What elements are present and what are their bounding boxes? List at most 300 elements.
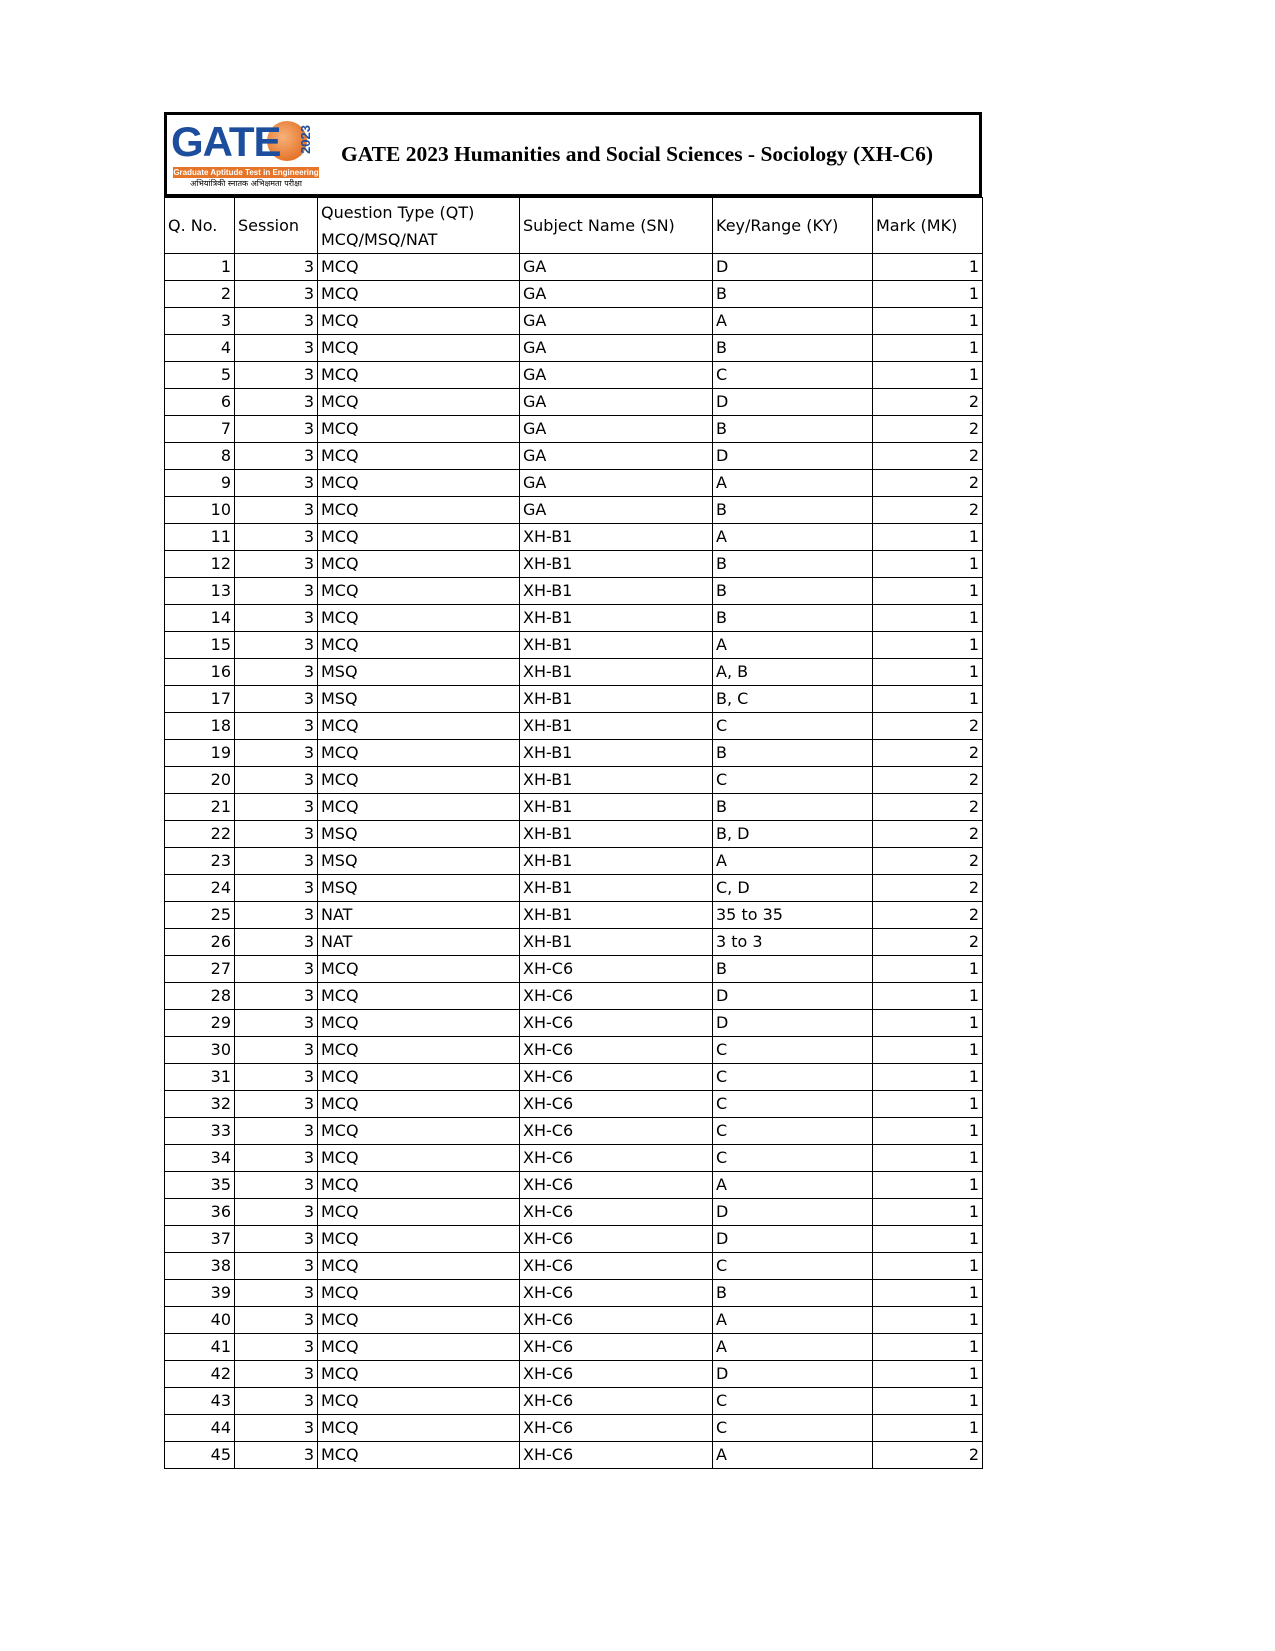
cell-mark: 2 <box>873 821 983 848</box>
cell-qno: 4 <box>165 335 235 362</box>
cell-qno: 44 <box>165 1415 235 1442</box>
cell-qno: 38 <box>165 1253 235 1280</box>
cell-question-type: MCQ <box>318 470 520 497</box>
table-row <box>165 1415 983 1442</box>
table-row <box>165 740 983 767</box>
cell-subject: XH-B1 <box>520 929 713 956</box>
cell-key: A <box>713 1334 873 1361</box>
cell-mark: 1 <box>873 254 983 281</box>
cell-question-type: MSQ <box>318 848 520 875</box>
table-row <box>165 254 983 281</box>
cell-question-type: MSQ <box>318 821 520 848</box>
cell-session: 3 <box>235 470 318 497</box>
cell-mark: 1 <box>873 1010 983 1037</box>
logo-hindi-tagline: अभियांत्रिकी स्नातक अभिक्षमता परीक्षा <box>190 179 302 188</box>
cell-mark: 1 <box>873 1091 983 1118</box>
cell-qno: 6 <box>165 389 235 416</box>
cell-key: A <box>713 848 873 875</box>
cell-qno: 43 <box>165 1388 235 1415</box>
cell-session: 3 <box>235 848 318 875</box>
cell-session: 3 <box>235 1280 318 1307</box>
cell-mark: 2 <box>873 902 983 929</box>
gate-logo <box>171 115 321 194</box>
cell-question-type: MCQ <box>318 254 520 281</box>
cell-mark: 1 <box>873 308 983 335</box>
cell-key: C <box>713 1253 873 1280</box>
cell-question-type: MCQ <box>318 983 520 1010</box>
cell-question-type: MCQ <box>318 497 520 524</box>
cell-question-type: MCQ <box>318 1145 520 1172</box>
table-row <box>165 1388 983 1415</box>
table-row <box>165 416 983 443</box>
table-row <box>165 389 983 416</box>
page-title: GATE 2023 Humanities and Social Sciences - Sociology (XH-C6) <box>341 142 934 166</box>
table-row <box>165 1361 983 1388</box>
cell-question-type: MCQ <box>318 1388 520 1415</box>
cell-qno: 10 <box>165 497 235 524</box>
table-row <box>165 686 983 713</box>
table-row <box>165 767 983 794</box>
cell-mark: 1 <box>873 335 983 362</box>
cell-subject: XH-B1 <box>520 740 713 767</box>
cell-subject: GA <box>520 281 713 308</box>
table-row <box>165 794 983 821</box>
cell-session: 3 <box>235 767 318 794</box>
cell-mark: 2 <box>873 875 983 902</box>
cell-key: A <box>713 1442 873 1469</box>
logo-word: GATE <box>171 118 281 165</box>
cell-question-type: MCQ <box>318 1226 520 1253</box>
cell-key: A <box>713 632 873 659</box>
cell-session: 3 <box>235 551 318 578</box>
cell-session: 3 <box>235 1442 318 1469</box>
cell-key: A <box>713 470 873 497</box>
table-row <box>165 713 983 740</box>
cell-session: 3 <box>235 1037 318 1064</box>
table-row <box>165 956 983 983</box>
cell-subject: XH-C6 <box>520 1226 713 1253</box>
cell-qno: 39 <box>165 1280 235 1307</box>
table-row <box>165 902 983 929</box>
cell-mark: 1 <box>873 1307 983 1334</box>
table-row <box>165 1226 983 1253</box>
cell-qno: 20 <box>165 767 235 794</box>
cell-subject: XH-B1 <box>520 767 713 794</box>
cell-session: 3 <box>235 578 318 605</box>
cell-session: 3 <box>235 1253 318 1280</box>
cell-subject: XH-C6 <box>520 1253 713 1280</box>
table-row <box>165 1172 983 1199</box>
cell-question-type: MCQ <box>318 1010 520 1037</box>
cell-session: 3 <box>235 956 318 983</box>
cell-question-type: MCQ <box>318 1253 520 1280</box>
cell-mark: 1 <box>873 1388 983 1415</box>
answer-key-table <box>164 197 983 1469</box>
cell-session: 3 <box>235 308 318 335</box>
cell-key: A <box>713 1307 873 1334</box>
cell-mark: 1 <box>873 983 983 1010</box>
cell-mark: 1 <box>873 578 983 605</box>
cell-subject: XH-C6 <box>520 1415 713 1442</box>
cell-subject: XH-B1 <box>520 794 713 821</box>
table-row <box>165 1334 983 1361</box>
cell-qno: 9 <box>165 470 235 497</box>
cell-session: 3 <box>235 335 318 362</box>
cell-question-type: MCQ <box>318 1199 520 1226</box>
cell-question-type: MCQ <box>318 740 520 767</box>
cell-mark: 2 <box>873 497 983 524</box>
cell-mark: 1 <box>873 686 983 713</box>
cell-qno: 1 <box>165 254 235 281</box>
table-row <box>165 1118 983 1145</box>
cell-session: 3 <box>235 605 318 632</box>
cell-key: C <box>713 362 873 389</box>
cell-session: 3 <box>235 497 318 524</box>
cell-session: 3 <box>235 821 318 848</box>
cell-key: C <box>713 1415 873 1442</box>
cell-question-type: MCQ <box>318 335 520 362</box>
cell-qno: 5 <box>165 362 235 389</box>
cell-qno: 40 <box>165 1307 235 1334</box>
table-row <box>165 497 983 524</box>
column-header-key: Key/Range (KY) <box>713 198 873 254</box>
cell-subject: XH-C6 <box>520 1442 713 1469</box>
cell-session: 3 <box>235 983 318 1010</box>
cell-qno: 33 <box>165 1118 235 1145</box>
cell-question-type: MCQ <box>318 794 520 821</box>
cell-session: 3 <box>235 362 318 389</box>
cell-question-type: MCQ <box>318 281 520 308</box>
cell-question-type: MCQ <box>318 1334 520 1361</box>
cell-key: C <box>713 1064 873 1091</box>
cell-mark: 2 <box>873 416 983 443</box>
cell-question-type: MCQ <box>318 1415 520 1442</box>
table-row <box>165 470 983 497</box>
cell-mark: 1 <box>873 632 983 659</box>
cell-qno: 27 <box>165 956 235 983</box>
table-row <box>165 443 983 470</box>
cell-mark: 2 <box>873 767 983 794</box>
cell-qno: 16 <box>165 659 235 686</box>
cell-subject: XH-C6 <box>520 1064 713 1091</box>
cell-key: A <box>713 308 873 335</box>
table-row <box>165 1280 983 1307</box>
cell-key: D <box>713 1226 873 1253</box>
cell-qno: 13 <box>165 578 235 605</box>
cell-key: D <box>713 389 873 416</box>
cell-session: 3 <box>235 1334 318 1361</box>
logo-year: 2023 <box>298 125 313 154</box>
cell-session: 3 <box>235 686 318 713</box>
cell-question-type: MCQ <box>318 308 520 335</box>
cell-key: B <box>713 605 873 632</box>
table-row <box>165 1010 983 1037</box>
cell-question-type: MCQ <box>318 443 520 470</box>
cell-question-type: MCQ <box>318 1118 520 1145</box>
cell-session: 3 <box>235 740 318 767</box>
cell-subject: GA <box>520 335 713 362</box>
cell-subject: XH-B1 <box>520 713 713 740</box>
cell-subject: XH-B1 <box>520 875 713 902</box>
cell-question-type: MCQ <box>318 1442 520 1469</box>
cell-mark: 1 <box>873 659 983 686</box>
cell-subject: XH-C6 <box>520 956 713 983</box>
table-row <box>165 1091 983 1118</box>
cell-subject: XH-C6 <box>520 1145 713 1172</box>
cell-session: 3 <box>235 1415 318 1442</box>
cell-question-type: MSQ <box>318 875 520 902</box>
table-row <box>165 929 983 956</box>
cell-question-type: MSQ <box>318 686 520 713</box>
cell-qno: 19 <box>165 740 235 767</box>
cell-key: A <box>713 524 873 551</box>
table-row <box>165 362 983 389</box>
cell-key: D <box>713 443 873 470</box>
cell-subject: XH-C6 <box>520 983 713 1010</box>
cell-question-type: NAT <box>318 902 520 929</box>
cell-session: 3 <box>235 1118 318 1145</box>
cell-subject: XH-B1 <box>520 821 713 848</box>
cell-key: B <box>713 551 873 578</box>
cell-question-type: MCQ <box>318 1064 520 1091</box>
cell-subject: XH-B1 <box>520 632 713 659</box>
cell-session: 3 <box>235 281 318 308</box>
cell-key: B <box>713 281 873 308</box>
cell-session: 3 <box>235 659 318 686</box>
header-box <box>164 112 982 197</box>
table-row <box>165 1064 983 1091</box>
cell-session: 3 <box>235 1145 318 1172</box>
cell-key: B <box>713 335 873 362</box>
table-row <box>165 659 983 686</box>
cell-question-type: MCQ <box>318 389 520 416</box>
cell-mark: 1 <box>873 1361 983 1388</box>
cell-question-type: MCQ <box>318 1172 520 1199</box>
cell-subject: XH-C6 <box>520 1010 713 1037</box>
cell-question-type: MCQ <box>318 578 520 605</box>
cell-key: B, D <box>713 821 873 848</box>
cell-qno: 34 <box>165 1145 235 1172</box>
cell-key: B <box>713 956 873 983</box>
cell-key: D <box>713 254 873 281</box>
cell-subject: XH-C6 <box>520 1091 713 1118</box>
cell-key: D <box>713 1199 873 1226</box>
table-row <box>165 551 983 578</box>
cell-session: 3 <box>235 875 318 902</box>
cell-subject: XH-C6 <box>520 1334 713 1361</box>
table-row <box>165 1307 983 1334</box>
cell-mark: 1 <box>873 1199 983 1226</box>
cell-subject: GA <box>520 308 713 335</box>
table-row <box>165 1253 983 1280</box>
table-row <box>165 605 983 632</box>
cell-key: C <box>713 1145 873 1172</box>
cell-question-type: MCQ <box>318 524 520 551</box>
cell-subject: XH-C6 <box>520 1199 713 1226</box>
cell-subject: XH-B1 <box>520 551 713 578</box>
table-row <box>165 848 983 875</box>
cell-mark: 2 <box>873 443 983 470</box>
cell-key: B, C <box>713 686 873 713</box>
cell-qno: 11 <box>165 524 235 551</box>
cell-key: C <box>713 1037 873 1064</box>
cell-session: 3 <box>235 416 318 443</box>
cell-qno: 7 <box>165 416 235 443</box>
table-header-row <box>165 198 983 254</box>
cell-subject: XH-B1 <box>520 605 713 632</box>
cell-mark: 1 <box>873 1226 983 1253</box>
cell-session: 3 <box>235 1361 318 1388</box>
cell-qno: 45 <box>165 1442 235 1469</box>
cell-mark: 1 <box>873 1118 983 1145</box>
cell-key: C <box>713 1118 873 1145</box>
cell-mark: 2 <box>873 1442 983 1469</box>
cell-question-type: MCQ <box>318 1037 520 1064</box>
column-header-question-type: Question Type (QT) MCQ/MSQ/NAT <box>318 198 520 254</box>
cell-subject: GA <box>520 389 713 416</box>
cell-qno: 15 <box>165 632 235 659</box>
cell-qno: 32 <box>165 1091 235 1118</box>
table-row <box>165 1442 983 1469</box>
cell-subject: GA <box>520 362 713 389</box>
cell-key: D <box>713 1361 873 1388</box>
cell-qno: 36 <box>165 1199 235 1226</box>
cell-session: 3 <box>235 1388 318 1415</box>
cell-key: B <box>713 497 873 524</box>
cell-mark: 1 <box>873 956 983 983</box>
cell-session: 3 <box>235 1064 318 1091</box>
cell-qno: 25 <box>165 902 235 929</box>
cell-key: B <box>713 794 873 821</box>
table-body <box>165 254 983 1469</box>
cell-subject: XH-C6 <box>520 1388 713 1415</box>
cell-session: 3 <box>235 794 318 821</box>
cell-question-type: MCQ <box>318 551 520 578</box>
cell-question-type: MCQ <box>318 956 520 983</box>
cell-key: 3 to 3 <box>713 929 873 956</box>
cell-subject: XH-C6 <box>520 1037 713 1064</box>
cell-qno: 23 <box>165 848 235 875</box>
table-row <box>165 983 983 1010</box>
cell-mark: 1 <box>873 1145 983 1172</box>
logo-tagline: Graduate Aptitude Test in Engineering <box>173 168 319 177</box>
column-header-qno: Q. No. <box>165 198 235 254</box>
cell-session: 3 <box>235 389 318 416</box>
table-row <box>165 1145 983 1172</box>
cell-qno: 35 <box>165 1172 235 1199</box>
cell-qno: 18 <box>165 713 235 740</box>
cell-subject: GA <box>520 254 713 281</box>
cell-mark: 1 <box>873 1253 983 1280</box>
cell-subject: GA <box>520 497 713 524</box>
cell-question-type: MSQ <box>318 659 520 686</box>
cell-mark: 1 <box>873 1172 983 1199</box>
cell-subject: XH-C6 <box>520 1172 713 1199</box>
table-row <box>165 524 983 551</box>
cell-qno: 24 <box>165 875 235 902</box>
cell-mark: 1 <box>873 1415 983 1442</box>
cell-question-type: MCQ <box>318 362 520 389</box>
cell-subject: GA <box>520 443 713 470</box>
cell-session: 3 <box>235 524 318 551</box>
answer-key-sheet <box>164 112 982 1469</box>
cell-session: 3 <box>235 1307 318 1334</box>
cell-key: B <box>713 416 873 443</box>
cell-subject: XH-B1 <box>520 578 713 605</box>
column-header-session: Session <box>235 198 318 254</box>
cell-qno: 42 <box>165 1361 235 1388</box>
table-row <box>165 632 983 659</box>
cell-mark: 1 <box>873 281 983 308</box>
cell-mark: 1 <box>873 1280 983 1307</box>
cell-key: A, B <box>713 659 873 686</box>
cell-qno: 26 <box>165 929 235 956</box>
cell-mark: 1 <box>873 1064 983 1091</box>
cell-session: 3 <box>235 1091 318 1118</box>
cell-qno: 3 <box>165 308 235 335</box>
table-row <box>165 1037 983 1064</box>
cell-question-type: NAT <box>318 929 520 956</box>
table-row <box>165 281 983 308</box>
cell-key: C <box>713 1091 873 1118</box>
cell-subject: XH-B1 <box>520 659 713 686</box>
cell-session: 3 <box>235 1199 318 1226</box>
cell-qno: 41 <box>165 1334 235 1361</box>
cell-question-type: MCQ <box>318 1361 520 1388</box>
table-row <box>165 578 983 605</box>
cell-key: C <box>713 713 873 740</box>
cell-key: D <box>713 983 873 1010</box>
cell-qno: 37 <box>165 1226 235 1253</box>
cell-session: 3 <box>235 443 318 470</box>
cell-qno: 14 <box>165 605 235 632</box>
column-header-subject: Subject Name (SN) <box>520 198 713 254</box>
cell-subject: XH-B1 <box>520 902 713 929</box>
cell-question-type: MCQ <box>318 416 520 443</box>
cell-subject: XH-C6 <box>520 1361 713 1388</box>
cell-mark: 2 <box>873 470 983 497</box>
cell-mark: 1 <box>873 1334 983 1361</box>
cell-qno: 21 <box>165 794 235 821</box>
cell-session: 3 <box>235 632 318 659</box>
cell-session: 3 <box>235 1172 318 1199</box>
cell-subject: XH-B1 <box>520 686 713 713</box>
cell-mark: 1 <box>873 524 983 551</box>
cell-mark: 1 <box>873 605 983 632</box>
cell-key: C <box>713 1388 873 1415</box>
cell-qno: 12 <box>165 551 235 578</box>
cell-subject: GA <box>520 416 713 443</box>
cell-qno: 30 <box>165 1037 235 1064</box>
table-row <box>165 1199 983 1226</box>
cell-qno: 22 <box>165 821 235 848</box>
cell-subject: XH-C6 <box>520 1307 713 1334</box>
cell-mark: 2 <box>873 713 983 740</box>
cell-question-type: MCQ <box>318 1307 520 1334</box>
cell-question-type: MCQ <box>318 1091 520 1118</box>
cell-question-type: MCQ <box>318 632 520 659</box>
cell-question-type: MCQ <box>318 767 520 794</box>
cell-qno: 29 <box>165 1010 235 1037</box>
cell-question-type: MCQ <box>318 1280 520 1307</box>
cell-session: 3 <box>235 713 318 740</box>
table-row <box>165 875 983 902</box>
cell-subject: XH-B1 <box>520 848 713 875</box>
cell-mark: 2 <box>873 929 983 956</box>
cell-subject: XH-C6 <box>520 1280 713 1307</box>
cell-subject: GA <box>520 470 713 497</box>
cell-key: B <box>713 578 873 605</box>
